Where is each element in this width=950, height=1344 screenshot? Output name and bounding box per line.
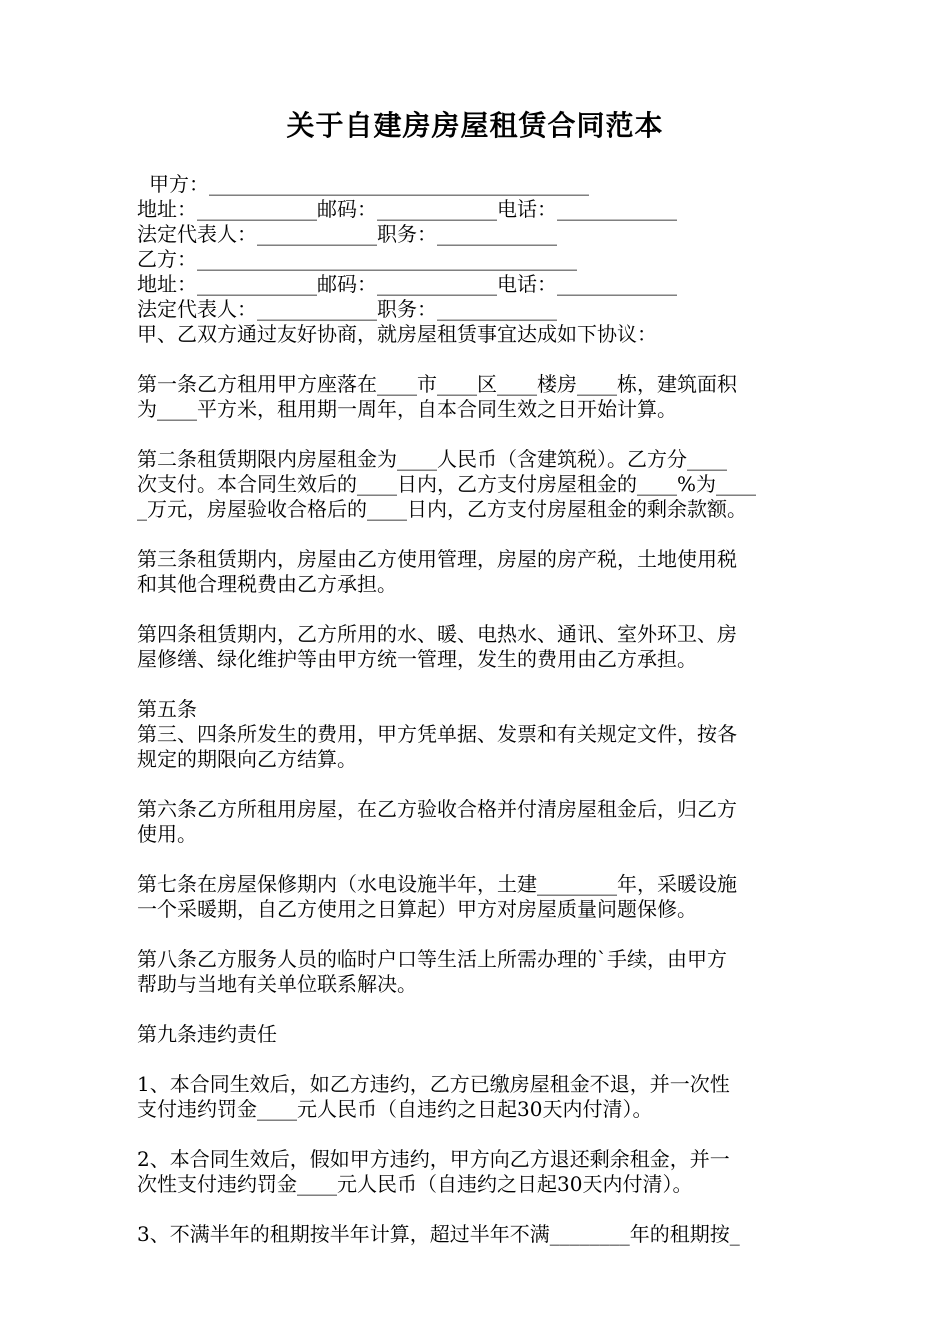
party-b-line: 乙方：______________________________________ [137, 247, 577, 271]
clause-1-line-2: 支付违约罚金____元人民币（自违约之日起30天内付清）。 [137, 1097, 653, 1121]
blank-line [137, 772, 815, 797]
contract-body [137, 172, 815, 1247]
article-7-line-1: 第七条在房屋保修期内（水电设施半年，土建________年，采暖设施 [137, 872, 737, 896]
clause-3-line-1: 3、不满半年的租期按半年计算，超过半年不满________年的租期按_ [137, 1222, 740, 1246]
article-5-line-2: 规定的期限向乙方结算。 [137, 747, 357, 771]
blank-line [137, 1047, 815, 1072]
blank-line [137, 1197, 815, 1222]
agreement-intro: 甲、乙双方通过友好协商，就房屋租赁事宜达成如下协议： [137, 322, 657, 346]
party-a-address-line: 地址：____________邮码：____________电话：____________ [137, 197, 677, 221]
blank-line [137, 597, 815, 622]
party-b-address-line: 地址：____________邮码：____________电话：____________ [137, 272, 677, 296]
article-4-line-1: 第四条租赁期内，乙方所用的水、暖、电热水、通讯、室外环卫、房 [137, 622, 737, 646]
article-5-line-1: 第三、四条所发生的费用，甲方凭单据、发票和有关规定文件，按各 [137, 722, 737, 746]
article-1-line-2: 为____平方米，租用期一周年，自本合同生效之日开始计算。 [137, 397, 677, 421]
article-9-heading: 第九条违约责任 [137, 1022, 277, 1046]
blank-line [137, 422, 815, 447]
article-8-line-1: 第八条乙方服务人员的临时户口等生活上所需办理的`手续，由甲方 [137, 947, 727, 971]
blank-line [137, 1122, 815, 1147]
blank-line [137, 922, 815, 947]
article-4-line-2: 屋修缮、绿化维护等由甲方统一管理，发生的费用由乙方承担。 [137, 647, 697, 671]
blank-line [137, 672, 815, 697]
article-3-line-1: 第三条租赁期内，房屋由乙方使用管理，房屋的房产税，土地使用税 [137, 547, 737, 571]
blank-line [137, 522, 815, 547]
article-6-line-1: 第六条乙方所租用房屋，在乙方验收合格并付清房屋租金后，归乙方 [137, 797, 737, 821]
blank-line [137, 847, 815, 872]
article-7-line-2: 一个采暖期，自乙方使用之日算起）甲方对房屋质量问题保修。 [137, 897, 697, 921]
clause-2-line-1: 2、本合同生效后，假如甲方违约，甲方向乙方退还剩余租金，并一 [137, 1147, 730, 1171]
clause-2-line-2: 次性支付违约罚金____元人民币（自违约之日起30天内付清）。 [137, 1172, 693, 1196]
article-8-line-2: 帮助与当地有关单位联系解决。 [137, 972, 417, 996]
article-3-line-2: 和其他合理税费由乙方承担。 [137, 572, 397, 596]
blank-line [137, 997, 815, 1022]
blank-line [137, 347, 815, 372]
party-a-line: 甲方：______________________________________ [149, 172, 589, 196]
clause-1-line-1: 1、本合同生效后，如乙方违约，乙方已缴房屋租金不退，并一次性 [137, 1072, 730, 1096]
article-2-line-1: 第二条租赁期限内房屋租金为____人民币（含建筑税）。乙方分____ [137, 447, 727, 471]
party-a-representative-line: 法定代表人：____________职务：____________ [137, 222, 557, 246]
article-5-heading: 第五条 [137, 697, 197, 721]
article-2-line-3: _万元，房屋验收合格后的____日内，乙方支付房屋租金的剩余款额。 [137, 497, 747, 521]
article-6-line-2: 使用。 [137, 822, 197, 846]
party-b-representative-line: 法定代表人：____________职务：____________ [137, 297, 557, 321]
page-title: 关于自建房房屋租赁合同范本 [286, 109, 664, 142]
article-1-line-1: 第一条乙方租用甲方座落在____市____区____楼房____栋，建筑面积 [137, 372, 737, 396]
article-2-line-2: 次支付。本合同生效后的____日内，乙方支付房屋租金的____%为____ [137, 472, 757, 496]
